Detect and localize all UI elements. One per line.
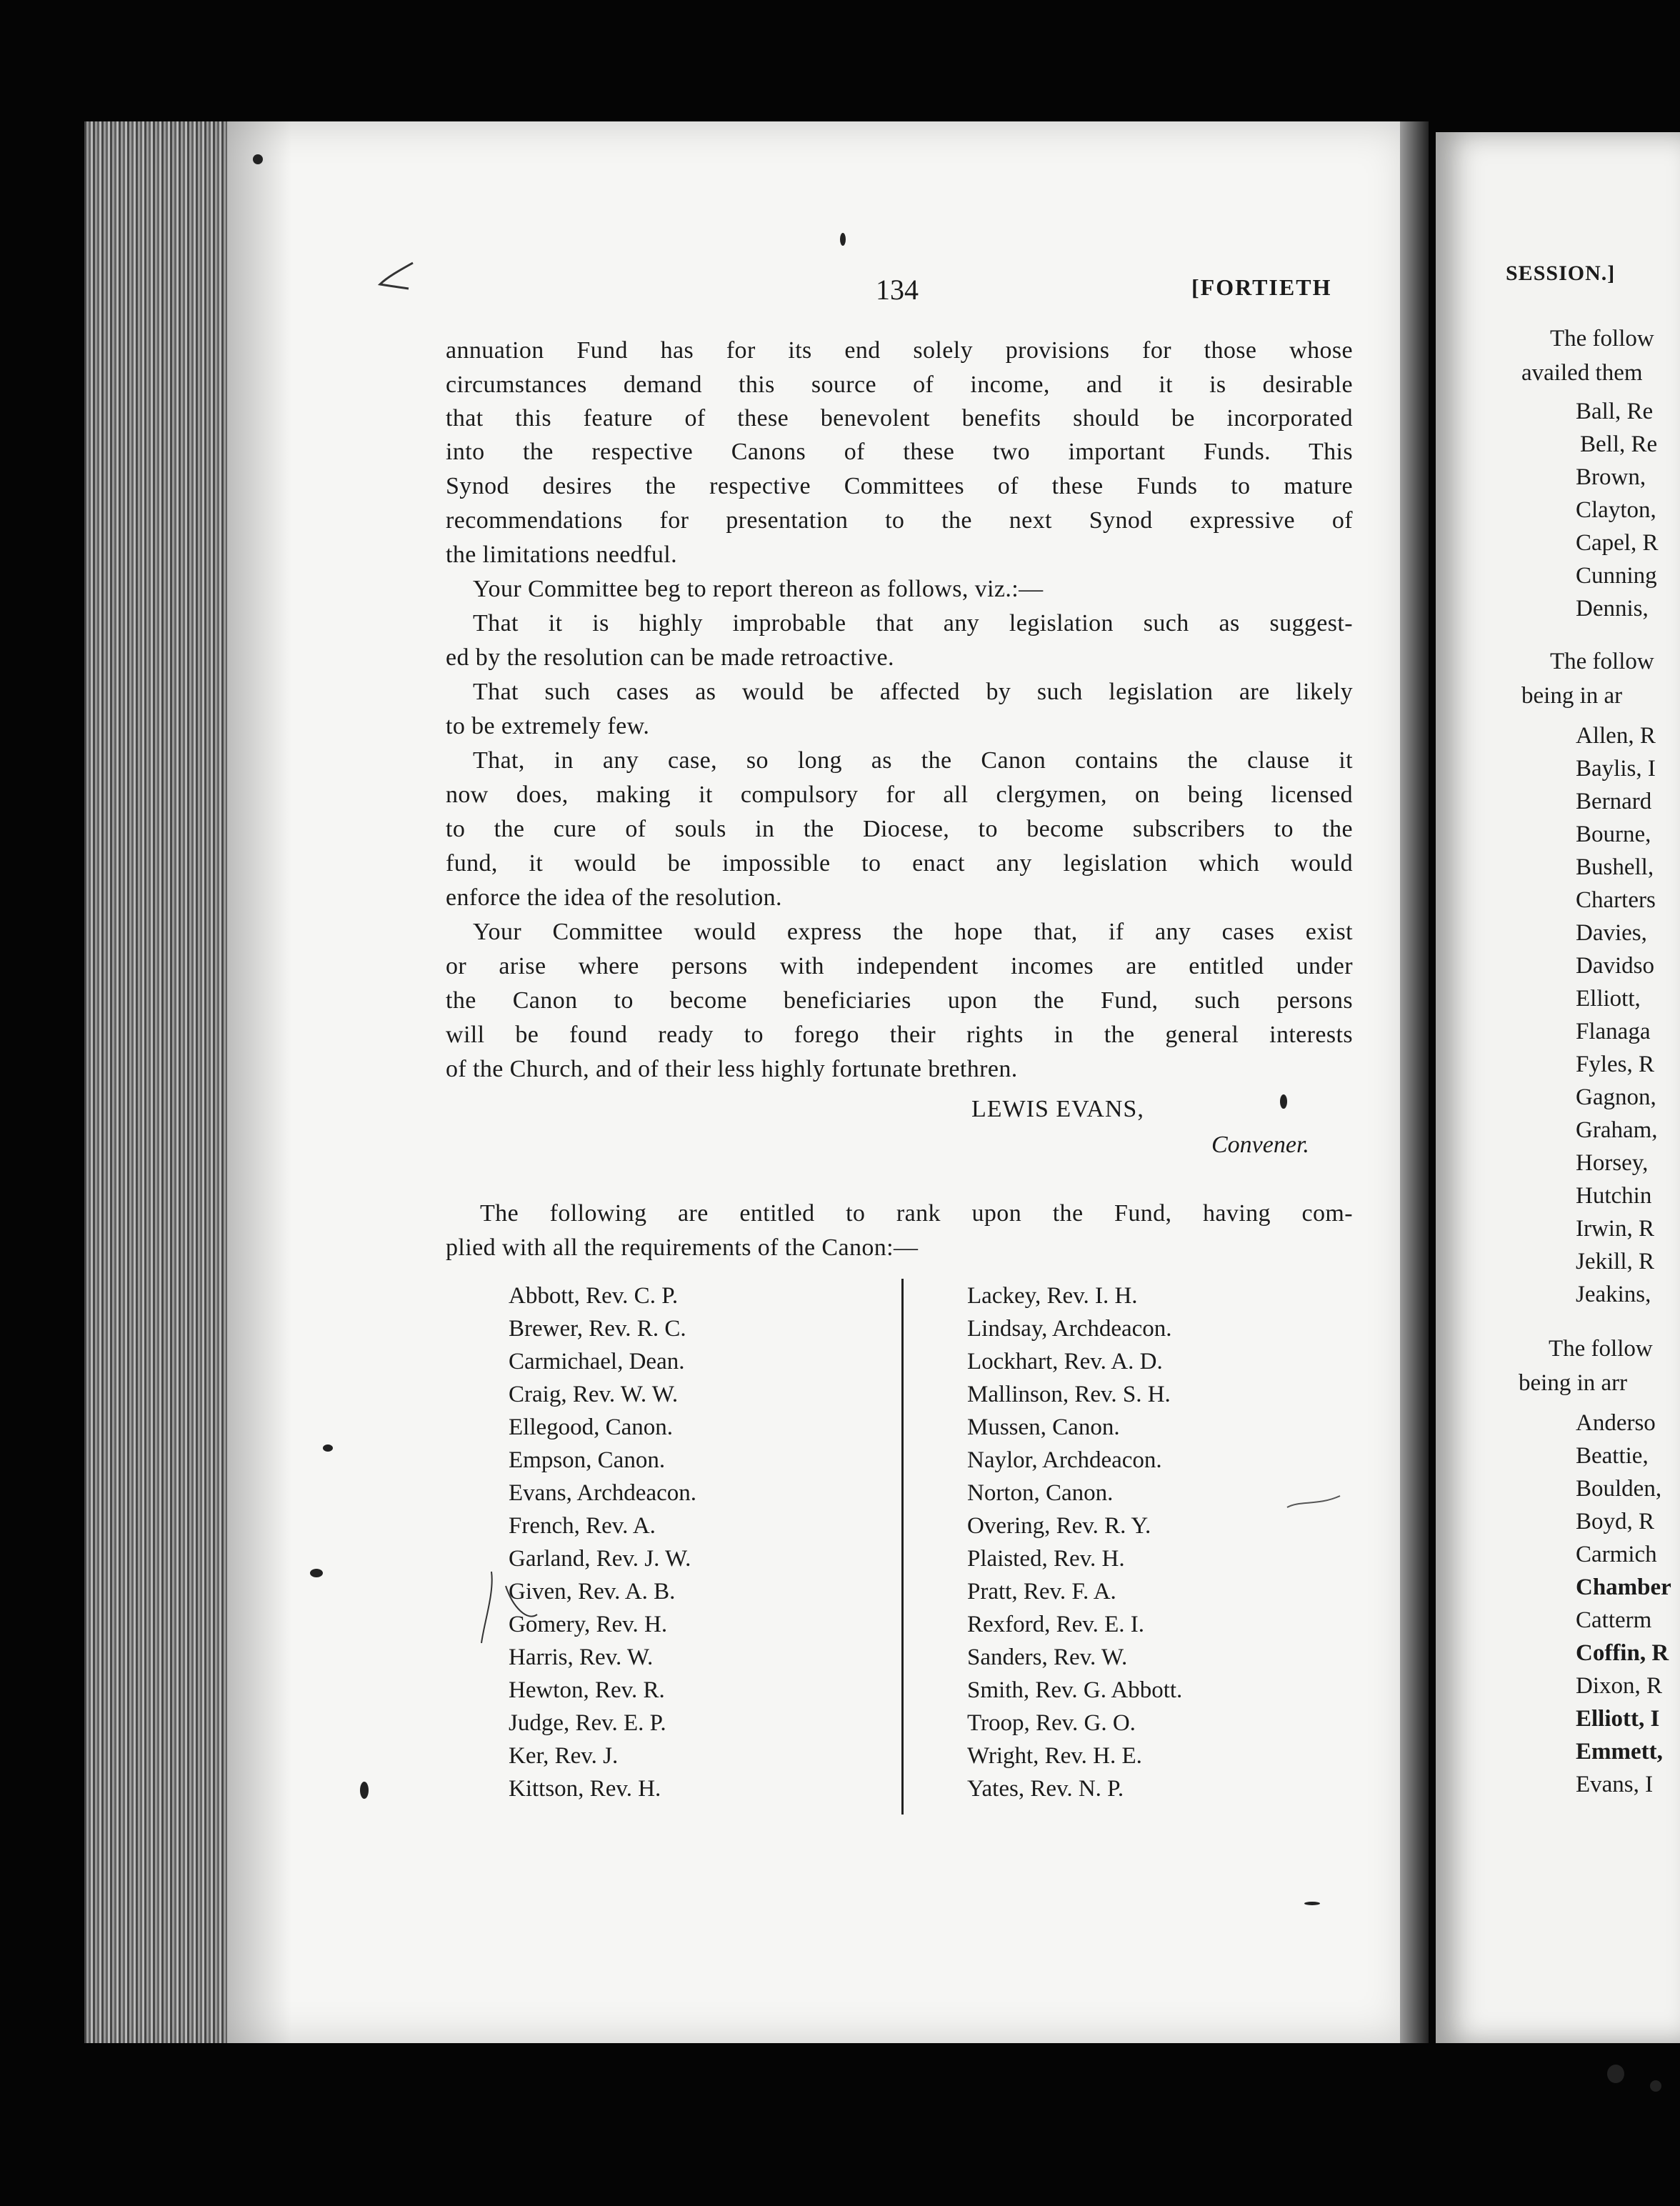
column-divider [901,1279,904,1815]
page-edge-shadow [84,121,227,2043]
list-item: Pratt, Rev. F. A. [967,1579,1116,1604]
body-line: That, in any case, so long as the Canon contains the clause it [473,747,1353,774]
right-fragment: Jeakins, [1576,1282,1651,1307]
list-item: Smith, Rev. G. Abbott. [967,1677,1183,1703]
book-gutter [1400,121,1429,2043]
signature-name: LEWIS EVANS, [971,1096,1144,1122]
right-fragment: Bourne, [1576,822,1651,847]
body-line: now does, making it compulsory for all clergymen, on being licensed [446,782,1353,808]
list-item: Overing, Rev. R. Y. [967,1513,1151,1539]
list-item: Carmichael, Dean. [509,1349,685,1374]
list-intro-line: plied with all the requirements of the Canon:— [446,1234,919,1261]
right-fragment: Boyd, R [1576,1509,1655,1534]
list-item: Norton, Canon. [967,1480,1114,1506]
right-fragment: Capel, R [1576,530,1659,556]
scan-speck [323,1444,333,1452]
scan-speck [1304,1902,1320,1905]
right-fragment: The follow [1550,326,1654,351]
right-fragment: Dennis, [1576,596,1649,622]
right-fragment: Davidso [1576,953,1654,979]
body-line: or arise where persons with independent incomes are entitled under [446,953,1353,979]
page-edge-fade [227,121,291,2043]
list-item: Lockhart, Rev. A. D. [967,1349,1163,1374]
right-fragment: Beattie, [1576,1443,1649,1469]
body-line: recommendations for presentation to the next Synod expressive of [446,507,1353,534]
right-fragment: Graham, [1576,1117,1658,1143]
list-item: Mallinson, Rev. S. H. [967,1382,1171,1407]
right-fragment: Brown, [1576,464,1646,490]
list-item: Harris, Rev. W. [509,1644,654,1670]
right-fragment: Jekill, R [1576,1249,1655,1274]
list-item: Lindsay, Archdeacon. [967,1316,1172,1342]
right-fragment: Bushell, [1576,854,1654,880]
right-fragment: Hutchin [1576,1183,1652,1209]
list-item: French, Rev. A. [509,1513,656,1539]
right-fragment: Clayton, [1576,497,1656,523]
list-item: Brewer, Rev. R. C. [509,1316,686,1342]
scan-speck [1607,2065,1624,2083]
right-fragment: Davies, [1576,920,1647,946]
body-line: will be found ready to forego their rights in the general interests [446,1022,1353,1048]
right-fragment: availed them [1521,360,1643,386]
right-running-head: SESSION.] [1506,261,1616,285]
right-fragment: Dixon, R [1576,1673,1663,1699]
list-item: Lackey, Rev. I. H. [967,1283,1138,1309]
body-line: of the Church, and of their less highly fortunate brethren. [446,1056,1018,1082]
body-line: That it is highly improbable that any legislation such as suggest- [473,610,1353,637]
pencil-mark [371,257,421,300]
body-line: Your Committee beg to report thereon as follows, viz.:— [473,576,1044,602]
right-fragment: Allen, R [1576,723,1656,749]
list-item: Garland, Rev. J. W. [509,1546,691,1572]
list-item: Ker, Rev. J. [509,1743,619,1769]
right-fragment: Bernard [1576,789,1652,814]
scan-speck [310,1569,323,1577]
right-fragment: Bell, Re [1580,431,1658,457]
right-fragment: Fyles, R [1576,1052,1655,1077]
list-item: Mussen, Canon. [967,1414,1120,1440]
list-item: Evans, Archdeacon. [509,1480,696,1506]
right-fragment: Cunning [1576,563,1657,589]
right-fragment: being in ar [1521,683,1623,709]
right-fragment: being in arr [1519,1370,1628,1396]
right-fragment: Catterm [1576,1607,1652,1633]
body-line: annuation Fund has for its end solely provisions for those whose [446,337,1353,364]
list-item: Naylor, Archdeacon. [967,1447,1162,1473]
body-line: Synod desires the respective Committees of these Funds to mature [446,473,1353,499]
right-fragment: Baylis, I [1576,756,1656,782]
body-line: That such cases as would be affected by such legislation are likely [473,679,1353,705]
list-item: Sanders, Rev. W. [967,1644,1128,1670]
body-line: ed by the resolution can be made retroactive. [446,644,894,671]
right-fragment: The follow [1550,649,1654,674]
page-number: 134 [876,274,919,306]
list-item: Troop, Rev. G. O. [967,1710,1136,1736]
list-item: Wright, Rev. H. E. [967,1743,1142,1769]
pencil-mark [1286,1493,1343,1514]
running-head: [FORTIETH [1191,274,1332,300]
list-item: Rexford, Rev. E. I. [967,1612,1145,1637]
scan-speck [1650,2080,1661,2092]
right-fragment: Horsey, [1576,1150,1649,1176]
right-fragment: Flanaga [1576,1019,1651,1044]
right-fragment: Ball, Re [1576,399,1654,424]
right-fragment: Elliott, [1576,986,1641,1012]
right-fragment: Carmich [1576,1542,1657,1567]
scan-speck [253,154,263,164]
body-line: fund, it would be impossible to enact any legislation which would [446,850,1353,877]
right-fragment: Evans, I [1576,1772,1654,1797]
right-fragment: Gagnon, [1576,1084,1656,1110]
list-item: Plaisted, Rev. H. [967,1546,1125,1572]
right-fragment: The follow [1549,1336,1653,1362]
scan-speck [1280,1094,1287,1109]
right-fragment: Anderso [1576,1410,1656,1436]
pencil-mark [477,1564,541,1650]
scan-speck [360,1782,369,1799]
body-line: enforce the idea of the resolution. [446,884,782,911]
body-line: that this feature of these benevolent benefits should be incorporated [446,405,1353,431]
right-fragment: Irwin, R [1576,1216,1654,1242]
list-item: Kittson, Rev. H. [509,1776,661,1802]
body-line: into the respective Canons of these two important Funds. This [446,439,1353,465]
list-item: Gomery, Rev. H. [509,1612,668,1637]
body-line: circumstances demand this source of income, and it is desirable [446,371,1353,398]
list-item: Craig, Rev. W. W. [509,1382,679,1407]
body-line: to be extremely few. [446,713,650,739]
body-line: to the cure of souls in the Diocese, to become subscribers to the [446,816,1353,842]
right-fragment: Elliott, I [1576,1706,1660,1732]
list-intro-line: The following are entitled to rank upon the Fund, having com- [480,1200,1353,1227]
signature-role: Convener. [1211,1132,1309,1158]
body-line: the Canon to become beneficiaries upon the Fund, such persons [446,987,1353,1014]
list-item: Empson, Canon. [509,1447,666,1473]
list-item: Abbott, Rev. C. P. [509,1283,679,1309]
body-line: the limitations needful. [446,541,678,568]
list-item: Given, Rev. A. B. [509,1579,676,1604]
list-item: Hewton, Rev. R. [509,1677,665,1703]
right-fragment: Chamber [1576,1574,1671,1600]
scan-speck [840,233,846,246]
right-fragment: Boulden, [1576,1476,1662,1502]
list-item: Ellegood, Canon. [509,1414,674,1440]
right-fragment: Coffin, R [1576,1640,1669,1666]
right-fragment: Charters [1576,887,1656,913]
right-fragment: Emmett, [1576,1739,1663,1765]
list-item: Yates, Rev. N. P. [967,1776,1124,1802]
list-item: Judge, Rev. E. P. [509,1710,666,1736]
body-line: Your Committee would express the hope that, if any cases exist [473,919,1353,945]
